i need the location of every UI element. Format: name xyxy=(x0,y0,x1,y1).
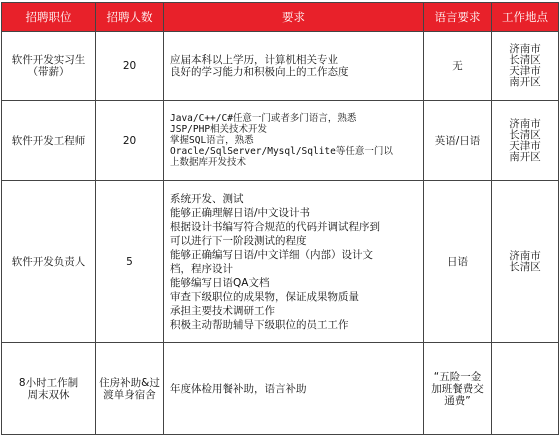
requirement-line: 根据设计书编写符合规范的代码并调试程序到 xyxy=(170,220,380,233)
language-cell: 无 xyxy=(424,32,492,101)
location-line: 长清区 xyxy=(509,54,541,66)
requirement-line: 良好的学习能力和积极向上的工作态度 xyxy=(170,66,349,78)
count-cell: 5 xyxy=(96,181,164,343)
header-requirements: 要求 xyxy=(164,3,424,32)
requirement-line: Oracle/SqlServer/Mysql/Sqlite等任意一门以 xyxy=(170,146,393,157)
count-cell: 20 xyxy=(96,101,164,181)
recruitment-table xyxy=(1,2,559,435)
location-cell xyxy=(492,181,559,343)
header-count: 招聘人数 xyxy=(96,3,164,32)
requirements-cell xyxy=(164,343,424,435)
language-cell: 日语 xyxy=(424,181,492,343)
requirement-line: 能够正确理解日语/中文设计书 xyxy=(170,206,311,219)
location-line: 济南市 xyxy=(509,249,541,262)
requirement-line: 档，程序设计 xyxy=(170,262,233,275)
requirement-line: 系统开发、测试 xyxy=(170,192,244,205)
requirement-line: 掌握SQL语言，熟悉 xyxy=(170,135,254,146)
header-language: 语言要求 xyxy=(424,3,492,32)
language-cell: 英语/日语 xyxy=(424,101,492,181)
table-row xyxy=(2,343,559,435)
header-location: 工作地点 xyxy=(492,3,559,32)
requirement-line: 可以进行下一阶段测试的程度 xyxy=(170,234,307,247)
requirement-line: 承担主要技术调研工作 xyxy=(170,304,275,317)
requirement-line: 上数据库开发技术 xyxy=(170,157,247,168)
requirement-line: 能够正确编写日语/中文详细（内部）设计文 xyxy=(170,248,374,261)
language-cell: “五险一金加班餐费交通费” xyxy=(424,343,492,435)
requirement-line: Java/C++/C#任意一门或者多门语言，熟悉 xyxy=(170,113,357,124)
header-position: 招聘职位 xyxy=(2,3,96,32)
location-line: 长清区 xyxy=(509,260,541,273)
requirement-line: 能够编写日语QA文档 xyxy=(170,276,270,289)
requirements-cell xyxy=(164,181,424,343)
location-line: 济南市 xyxy=(509,117,541,130)
location-line: 济南市 xyxy=(509,43,541,55)
requirement-line: 年度体检用餐补助，语言补助 xyxy=(170,382,307,395)
location-cell xyxy=(492,32,559,101)
location-cell xyxy=(492,343,559,435)
location-line: 天津市 xyxy=(509,139,541,152)
table-row xyxy=(2,32,559,101)
table-header-row xyxy=(2,3,559,32)
position-cell: 软件开发实习生（带薪） xyxy=(2,32,96,101)
position-cell: 软件开发负责人 xyxy=(2,181,96,343)
location-line: 南开区 xyxy=(509,76,541,88)
location-line: 长清区 xyxy=(509,128,541,141)
requirement-line: 应届本科以上学历，计算机相关专业 xyxy=(170,54,338,66)
requirements-cell xyxy=(164,32,424,101)
location-line: 南开区 xyxy=(509,150,541,163)
requirement-line: 积极主动帮助辅导下级职位的员工工作 xyxy=(170,318,349,331)
table-row xyxy=(2,181,559,343)
location-cell xyxy=(492,101,559,181)
count-cell: 住房补助&过渡单身宿舍 xyxy=(96,343,164,435)
location-line: 天津市 xyxy=(509,65,541,77)
requirement-line: 审查下级职位的成果物，保证成果物质量 xyxy=(170,290,359,303)
position-cell: 软件开发工程师 xyxy=(2,101,96,181)
count-cell: 20 xyxy=(96,32,164,101)
requirements-cell xyxy=(164,101,424,181)
position-cell: 8小时工作制周末双休 xyxy=(2,343,96,435)
table-row xyxy=(2,101,559,181)
requirement-line: JSP/PHP相关技术开发 xyxy=(170,124,268,135)
